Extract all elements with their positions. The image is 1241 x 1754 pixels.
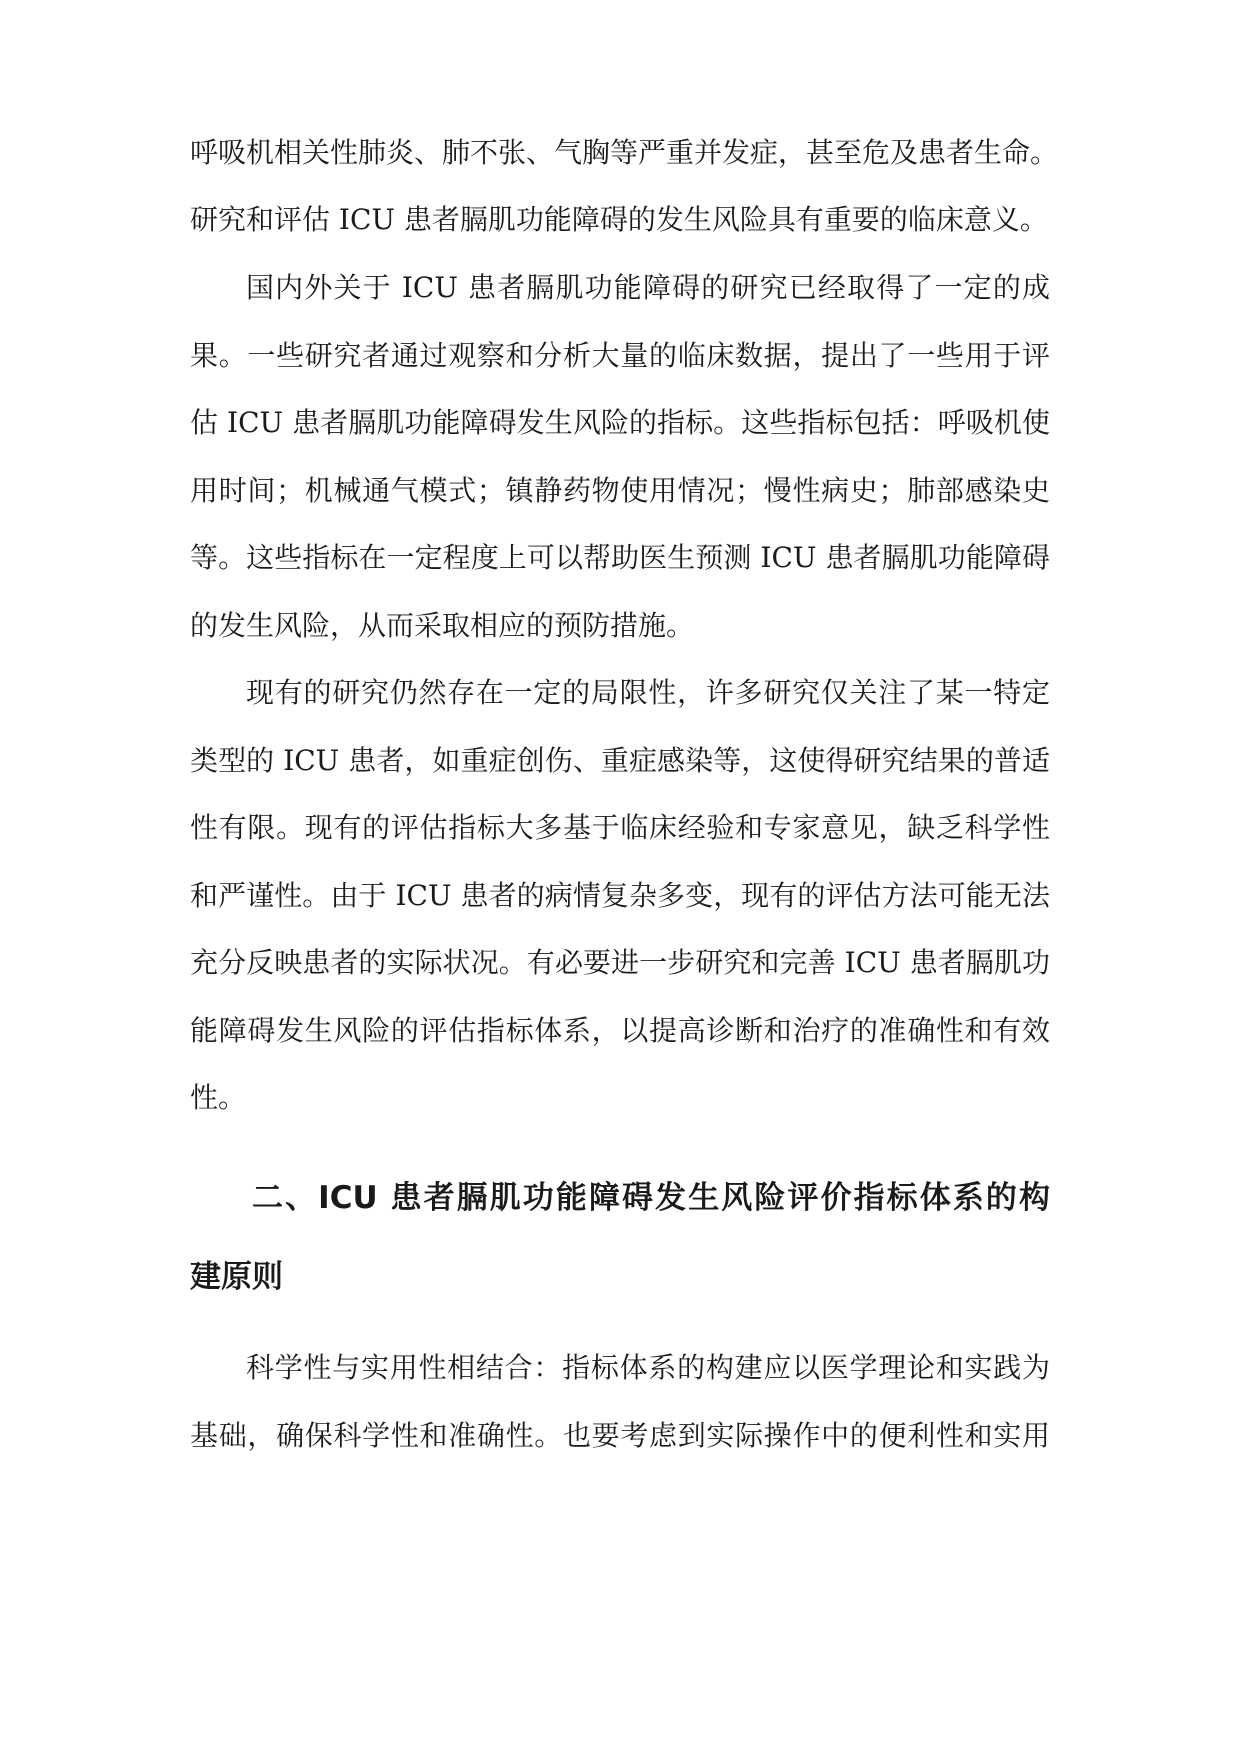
paragraph2-line-4: 用时间；机械通气模式；镇静药物使用情况；慢性病史；肺部感染史 <box>190 474 1050 507</box>
paragraph1-line-1: 呼吸机相关性肺炎、肺不张、气胸等严重并发症，甚至危及患者生命。 <box>190 136 1059 169</box>
paragraph4-line-1: 科学性与实用性相结合：指标体系的构建应以医学理论和实践为 <box>246 1351 1050 1384</box>
paragraph3-line-2: 类型的 ICU 患者，如重症创伤、重症感染等，这使得研究结果的普适 <box>190 744 1050 777</box>
paragraph2-line-1: 国内外关于 ICU 患者膈肌功能障碍的研究已经取得了一定的成 <box>246 271 1050 304</box>
paragraph2-line-6: 的发生风险，从而采取相应的预防措施。 <box>190 609 695 642</box>
paragraph4-line-2: 基础，确保科学性和准确性。也要考虑到实际操作中的便利性和实用 <box>190 1419 1050 1452</box>
paragraph1-line-2: 研究和评估 ICU 患者膈肌功能障碍的发生风险具有重要的临床意义。 <box>190 203 1048 236</box>
paragraph2-line-2: 果。一些研究者通过观察和分析大量的临床数据，提出了一些用于评 <box>190 339 1050 372</box>
section-heading-line-1: 二、ICU 患者膈肌功能障碍发生风险评价指标体系的构 <box>252 1180 1050 1216</box>
paragraph3-line-3: 性有限。现有的评估指标大多基于临床经验和专家意见，缺乏科学性 <box>190 811 1050 844</box>
paragraph2-line-3: 估 ICU 患者膈肌功能障碍发生风险的指标。这些指标包括：呼吸机使 <box>190 406 1050 439</box>
paragraph2-line-5: 等。这些指标在一定程度上可以帮助医生预测 ICU 患者膈肌功能障碍 <box>190 541 1050 574</box>
paragraph3-line-5: 充分反映患者的实际状况。有必要进一步研究和完善 ICU 患者膈肌功 <box>190 946 1050 979</box>
paragraph3-line-1: 现有的研究仍然存在一定的局限性，许多研究仅关注了某一特定 <box>246 676 1050 709</box>
section-heading-line-2: 建原则 <box>190 1259 283 1295</box>
paragraph3-line-4: 和严谨性。由于 ICU 患者的病情复杂多变，现有的评估方法可能无法 <box>190 879 1050 912</box>
paragraph3-line-6: 能障碍发生风险的评估指标体系，以提高诊断和治疗的准确性和有效 <box>190 1014 1050 1047</box>
paragraph3-line-7: 性。 <box>190 1081 247 1114</box>
